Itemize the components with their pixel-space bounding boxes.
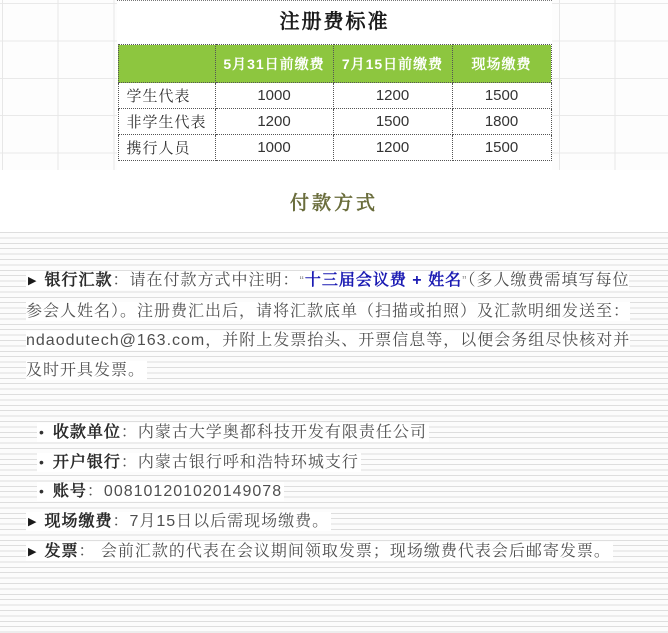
fee-table-col-header: 5月31日前缴费 — [215, 45, 333, 83]
fee-cell: 1200 — [333, 135, 452, 161]
triangle-bullet-icon: ▶ — [28, 515, 38, 528]
list-item — [37, 477, 642, 507]
account-number-value: ：008101201020149078 — [86, 483, 283, 500]
fee-cell: 1500 — [333, 109, 452, 135]
bank-transfer-text-before: ：请在付款方式中注明： — [112, 272, 300, 289]
fee-cell: 1500 — [452, 135, 551, 161]
fee-cell: 1800 — [452, 109, 551, 135]
invoice-paragraph — [26, 537, 642, 568]
list-item — [37, 448, 642, 478]
dot-bullet-icon: • — [39, 483, 45, 499]
list-item — [37, 418, 642, 448]
account-number-label: 账号 — [52, 483, 87, 500]
fee-table-corner-cell — [118, 45, 215, 83]
onsite-payment-label: 现场缴费 — [44, 512, 113, 530]
fee-table-header-row — [118, 45, 551, 83]
spreadsheet-grid-background — [0, 0, 668, 170]
dot-bullet-icon: • — [39, 453, 45, 470]
fee-cell: 1200 — [215, 109, 333, 135]
payee-value: ：内蒙古大学奥都科技开发有限责任公司 — [120, 424, 427, 441]
page-title: 注册费标准 — [279, 11, 390, 33]
payment-heading-band — [0, 170, 668, 232]
account-details-list — [37, 418, 642, 507]
table-row — [118, 135, 551, 161]
fee-table-col-header: 现场缴费 — [452, 45, 551, 83]
bank-name-label: 开户银行 — [52, 453, 121, 471]
onsite-payment-paragraph — [26, 507, 642, 538]
remark-highlight: 十三届会议费 + 姓名 — [304, 272, 463, 289]
fee-cell: 1200 — [333, 83, 452, 109]
bank-name-value: ：内蒙古银行呼和浩特环城支行 — [120, 453, 359, 471]
invoice-label: 发票 — [44, 543, 79, 560]
fee-cell: 1500 — [452, 83, 551, 109]
fee-cell: 1000 — [215, 135, 333, 161]
quote-close: ” — [462, 273, 468, 288]
bank-transfer-text-after: ，并附上发票抬头、开票信息等，以便会务组尽快核对并及时开具发票。 — [26, 332, 631, 379]
row-label: 学生代表 — [118, 83, 215, 109]
dot-bullet-icon: • — [39, 424, 45, 440]
row-label: 携行人员 — [118, 135, 215, 161]
bank-transfer-paragraph — [26, 266, 642, 385]
payee-label: 收款单位 — [52, 424, 121, 441]
triangle-bullet-icon: ▶ — [28, 546, 38, 558]
bank-transfer-label: 银行汇款 — [44, 272, 113, 289]
registration-fee-panel — [117, 0, 552, 170]
onsite-payment-text: ：7月15日以后需现场缴费。 — [112, 512, 330, 530]
ruled-notes-section — [0, 232, 668, 633]
table-row — [118, 109, 551, 135]
email-text: ndaodutech@163.com — [26, 332, 206, 349]
table-row — [118, 83, 551, 109]
row-label: 非学生代表 — [118, 109, 215, 135]
triangle-bullet-icon: ▶ — [28, 275, 38, 287]
invoice-text: ： 会前汇款的代表在会议期间领取发票；现场缴费代表会后邮寄发票。 — [78, 543, 611, 560]
payment-heading: 付款方式 — [289, 192, 378, 214]
fee-table-col-header: 7月15日前缴费 — [333, 45, 452, 83]
fee-cell: 1000 — [215, 83, 333, 109]
bank-transfer-text-middle: （多人缴费需填写每位参会人姓名）。注册费汇出后，请将汇款底单（扫描或拍照）及汇款明细发送至： — [26, 272, 631, 320]
quote-open: “ — [299, 273, 305, 288]
fee-table — [118, 44, 552, 161]
